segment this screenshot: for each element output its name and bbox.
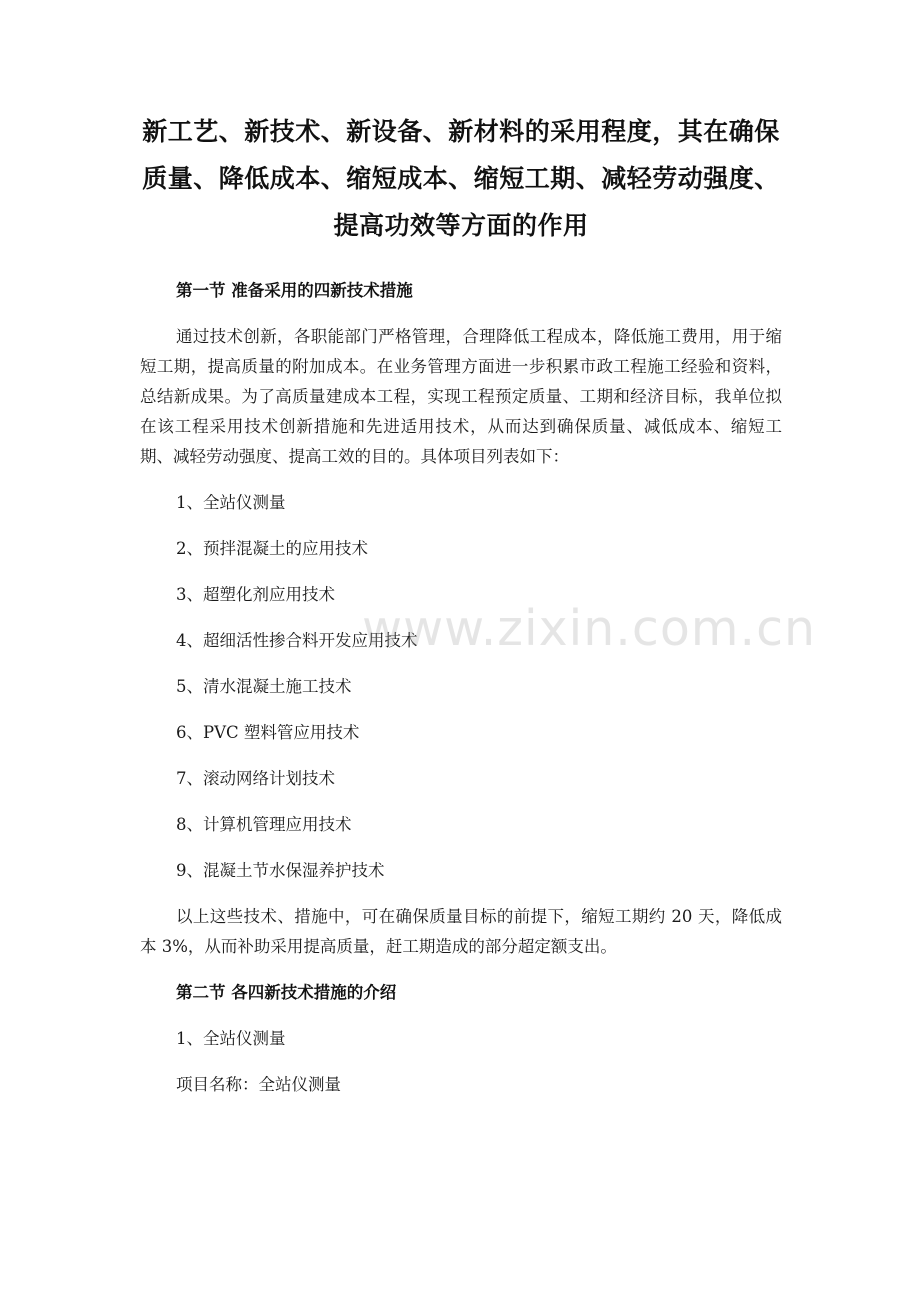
list-item: 9、混凝土节水保湿养护技术	[176, 861, 385, 880]
list-item: 4、超细活性掺合料开发应用技术	[176, 631, 418, 650]
section-2-item: 1、全站仪测量	[176, 1029, 286, 1048]
list-item: 3、超塑化剂应用技术	[176, 585, 335, 604]
section-1-summary-paragraph: 以上这些技术、措施中，可在确保质量目标的前提下，缩短工期约 20 天，降低成本 3%，从而补助采用提高质量，赶工期造成的部分超定额支出。	[140, 907, 782, 956]
list-item: 8、计算机管理应用技术	[176, 815, 352, 834]
spacer	[140, 306, 782, 322]
spacer	[140, 472, 782, 488]
list-item: 7、滚动网络计划技术	[176, 769, 335, 788]
document-title: 新工艺、新技术、新设备、新材料的采用程度，其在确保质量、降低成本、缩短成本、缩短工期、减轻劳动强度、提高功效等方面的作用	[142, 117, 780, 240]
list-item: 1、全站仪测量	[176, 493, 286, 512]
document-body	[140, 276, 782, 1116]
section-2-heading: 第二节 各四新技术措施的介绍	[176, 983, 397, 1002]
watermark-text: www.zixin.com.cn	[362, 600, 817, 657]
list-item: 2、预拌混凝土的应用技术	[176, 539, 368, 558]
section-1-heading: 第一节 准备采用的四新技术措施	[176, 281, 413, 300]
project-name-line: 项目名称：全站仪测量	[176, 1075, 341, 1094]
list-item: 6、PVC 塑料管应用技术	[176, 723, 360, 742]
spacer	[140, 962, 782, 978]
list-item: 5、清水混凝土施工技术	[176, 677, 352, 696]
section-1-intro-paragraph: 通过技术创新，各职能部门严格管理，合理降低工程成本，降低施工费用，用于缩短工期，提高质量的附加成本。在业务管理方面进一步积累市政工程施工经验和资料，总结新成果。为了高质量建成本工程，实现工程预定质量、工期和经济目标，我单位拟在该工程采用技术创新措施和先进适用技术，从而达到确保质量、减低成本、缩短工期、减轻劳动强度、提高工效的目的。具体项目列表如下：	[140, 327, 782, 466]
spacer	[140, 1008, 782, 1024]
